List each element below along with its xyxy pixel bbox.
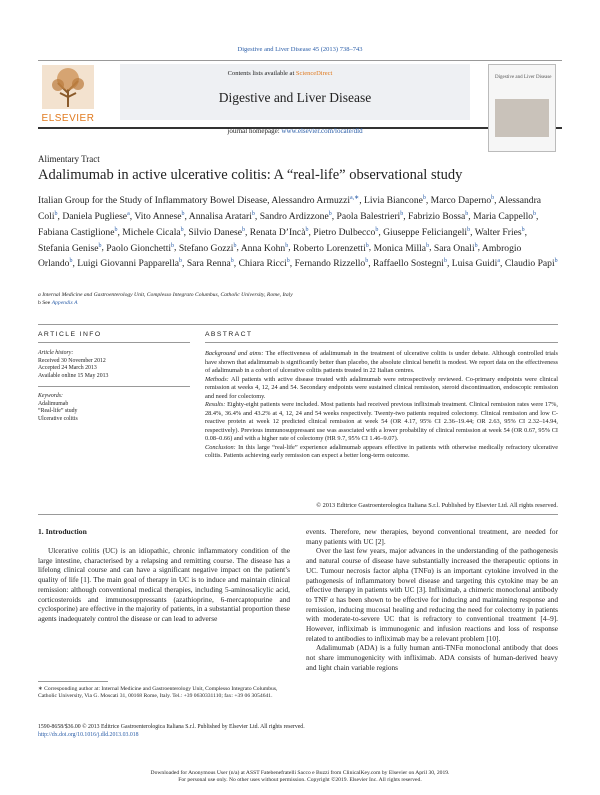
- author-name: Marco Daperno: [430, 195, 492, 207]
- divider: [38, 386, 190, 387]
- section-label: Alimentary Tract: [38, 154, 100, 164]
- cover-title: Digestive and Liver Disease: [495, 75, 552, 80]
- author: [373, 258, 447, 269]
- author-name: Vito Annese: [134, 210, 182, 222]
- left-column: [38, 546, 290, 624]
- intro-paragraph: Ulcerative colitis (UC) is an idiopathic, chronic inflammatory condition of the large intestine, characterised by a relapsing and remitting course. The disease has a lifelong clinical course and can have a significant negative impact on the patient’s quality of life [1]. The main goal of therapy in UC is to induce and maintain clinical remission: although conventional medical therapies, including 5-aminosalicylic acid, corticosteroids and immunosuppressants (azathioprine, 6-mercaptopurine and cyclosporine) are effective in the majority of patients, in a substantial proportion these agents inadequately control the disease or can lead to adverse: [38, 546, 290, 623]
- author: [189, 211, 255, 222]
- author-affiliation-mark[interactable]: b: [241, 226, 245, 233]
- author: [241, 243, 289, 254]
- results-label: Results:: [205, 401, 226, 408]
- author-name: Renata D’Incà: [249, 226, 306, 238]
- affiliation-b: [38, 299, 558, 307]
- author: [38, 227, 117, 238]
- author-name: Luisa Guidi: [451, 258, 498, 270]
- author-name: Luigi Giovanni Papparella: [77, 258, 180, 270]
- author-affiliation-mark[interactable]: a: [127, 210, 130, 217]
- keywords: [38, 393, 78, 423]
- author-name: Walter Fries: [474, 226, 522, 238]
- homepage-label: journal homepage:: [227, 127, 280, 135]
- author-name: Silvio Danese: [188, 226, 242, 238]
- accepted-date: Accepted 24 March 2013: [38, 365, 97, 371]
- contents-prefix: Contents lists available at: [227, 70, 295, 77]
- article-info-heading: ARTICLE INFO: [38, 331, 102, 338]
- background-text: The effectiveness of adalimumab in the treatment of ulcerative colitis is under debate. Although controlled trials have shown that adalimumab is significantly better than placebo, the absolute clinical benefit is modest. We report data on the effectiveness of adalimumab in a cohort of ulcerative colitis patients treated in 22 Italian centres.: [205, 350, 558, 374]
- history-label: Article history:: [38, 350, 74, 356]
- author: [505, 258, 558, 269]
- conclusion-text: In this large “real-life” experience adalimumab appears effective in patients with otherwise medically refractory ulcerative colitis. Patients achieving early remission can expect a better long-term outcome.: [205, 443, 558, 459]
- author: [38, 195, 359, 206]
- author: [295, 258, 369, 269]
- author-name: Fabrizio Bossa: [408, 210, 466, 222]
- abstract-copyright: © 2013 Editrice Gastroenterologica Italiana S.r.l. Published by Elsevier Ltd. All rights reserved.: [316, 502, 558, 509]
- section-heading-introduction: 1. Introduction: [38, 527, 87, 536]
- author-affiliation-mark[interactable]: b: [179, 258, 183, 265]
- author-affiliation-mark[interactable]: b: [171, 242, 175, 249]
- author-name: Sara Renna: [186, 258, 231, 270]
- author-affiliation-mark[interactable]: b: [474, 242, 478, 249]
- author-affiliation-mark[interactable]: b: [443, 258, 447, 265]
- elsevier-wordmark: ELSEVIER: [41, 113, 95, 124]
- author: [187, 258, 234, 269]
- download-line: Downloaded for Anonymous User (n/a) at ASST Fatebenefratelli Sacco e Buzzi from ClinicalKey.com by Elsevier on April 30, 2019.: [150, 770, 450, 776]
- author: [473, 211, 536, 222]
- author-affiliation-mark[interactable]: b: [375, 226, 379, 233]
- author: [313, 227, 378, 238]
- download-notice: [0, 770, 600, 784]
- author-name: Stefania Genise: [38, 242, 99, 254]
- right-column: [306, 527, 558, 673]
- abstract-body: [205, 350, 558, 461]
- keyword: Ulcerative colitis: [38, 415, 78, 422]
- author: [431, 195, 494, 206]
- author: [452, 258, 500, 269]
- author: [62, 211, 129, 222]
- author-name: Giuseppe Feliciangeli: [383, 226, 468, 238]
- affiliation-a: a Internal Medicine and Gastroenterology Unit, Complesso Integrato Columbus, Catholic University, Rome, Italy: [38, 292, 293, 298]
- author-affiliation-mark[interactable]: b: [305, 226, 309, 233]
- author-name: Alessandra Coli: [38, 195, 542, 222]
- author-affiliation-mark[interactable]: b: [426, 242, 430, 249]
- author-name: Michele Cicala: [122, 226, 181, 238]
- author: [383, 227, 470, 238]
- author-affiliation-mark[interactable]: b: [521, 226, 525, 233]
- author-affiliation-mark[interactable]: a,∗: [350, 195, 360, 201]
- author-name: Paolo Gionchetti: [106, 242, 172, 254]
- author-name: Raffaello Sostegni: [373, 258, 444, 270]
- author-list: Italian Group for the Study of Inflammatory Bowel Disease, Alessandro Armuzzi$^{a,∗}$, Livia Biancone$^b$, Marco Daperno$^b$, Alessandra Coli$^b$, Daniela Pugliese$^a$, Vito Annese$^b$, Annalisa Aratari$^b$, Sandro Ardizzone$^b$, Paola Balestrieri$^b$, Fabrizio Bossa$^b$, Maria Cappello$^b$, Fabiana Castiglione$^b$, Michele Cicala$^b$, Silvio Danese$^b$, Renata D’Incà$^b$, Pietro Dulbecco$^b$, Giuseppe Feliciangeli$^b$, Walter Fries$^b$, Stefania Genise$^b$, Paolo Gionchetti$^b$, Stefano Gozzi$^b$, Anna Kohn$^b$, Roberto Lorenzetti$^b$, Monica Milla$^b$, Sara Onali$^b$, Ambrogio Orlando$^b$, Luigi Giovanni Papparella$^b$, Sara Renna$^b$, Chiara Ricci$^b$, Fernando Rizzello$^b$, Raffaello Sostegni$^b$, Luisa Guidi$^a$, Claudio Papi$^b$: [38, 195, 558, 270]
- author-affiliation-mark[interactable]: b: [230, 258, 234, 265]
- front-matter: [38, 724, 305, 740]
- author-affiliation-mark[interactable]: b: [328, 210, 332, 217]
- journal-title: Digestive and Liver Disease: [218, 90, 372, 105]
- online-date: Available online 15 May 2013: [38, 372, 109, 379]
- journal-cover: [488, 64, 556, 152]
- abstract-heading: ABSTRACT: [205, 331, 253, 338]
- author-name: Monica Milla: [373, 242, 427, 254]
- sciencedirect-link[interactable]: ScienceDirect: [295, 70, 333, 77]
- author: [337, 211, 404, 222]
- author-affiliation-mark[interactable]: b: [491, 195, 495, 201]
- author-name: Maria Cappello: [473, 210, 534, 222]
- author-name: Fabiana Castiglione: [38, 226, 115, 238]
- divider: [38, 514, 558, 515]
- appendix-link[interactable]: Appendix A: [51, 300, 78, 306]
- keyword: Adalimumab: [38, 400, 69, 407]
- author-name: Claudio Papi: [504, 258, 555, 270]
- background-label: Background and aims:: [205, 350, 264, 357]
- article-history: [38, 350, 108, 380]
- article-title: Adalimumab in active ulcerative colitis: A “real-life” observational study: [38, 167, 463, 183]
- corresponding-author-footnote: ∗ Corresponding author at: Internal Medicine and Gastroenterology Unit, Complesso Integrato Columbus, Catholic University, Via G. Moscati 31, 00168 Rome, Italy. Tel.: +39 0630331110; fax: +39 06 3054641.: [38, 686, 278, 700]
- issn-line: 1590-8658/$36.00 © 2013 Editrice Gastroenterologica Italiana S.r.l. Published by Elsevier Ltd. All rights reserved.: [38, 724, 305, 730]
- author: [293, 243, 369, 254]
- author-name: Fernando Rizzello: [294, 258, 366, 270]
- author-name: Sandro Ardizzone: [259, 210, 329, 222]
- doi-link[interactable]: http://dx.doi.org/10.1016/j.dld.2013.03.018: [38, 731, 139, 738]
- conclusion-label: Conclusion:: [205, 443, 236, 451]
- author-affiliation-mark[interactable]: b: [180, 226, 184, 233]
- intro-paragraph: events. Therefore, new therapies, beyond conventional treatment, are needed for many patients with UC [2].: [306, 527, 558, 546]
- author-affiliation-mark[interactable]: b: [554, 258, 558, 265]
- download-line: For personal use only. No other uses without permission. Copyright ©2019. Elsevier Inc. All rights reserved.: [178, 777, 422, 783]
- author: [38, 243, 101, 254]
- author-name: Anna Kohn: [240, 242, 286, 254]
- footnote-rule: [38, 681, 108, 682]
- author-name: Stefano Gozzi: [178, 242, 234, 254]
- results-text: Eighty-eight patients were included. Most patients had received previous infliximab treatment. Clinical remission rates were 17%, 28.4%, 36.4% and 43.2% at 4, 12, 24 and 54 weeks respectively. Twenty-two patients required colectomy. Clinical remission and low C-reactive protein at week 12 predicted clinical remission at week 54 (OR 4.17, 95% CI 2.36–19.44; OR 2.63, 95% CI 2.32–14.94, respectively). Previous immunosuppressant use was associated with a lower probability of clinical remission at week 54 (OR 0.67, 95% CI 0.08–0.66) and with a higher rate of colectomy (HR 9.7, 95% CI 1.46–9.07).: [205, 401, 558, 442]
- author: [260, 211, 332, 222]
- author: [475, 227, 525, 238]
- divider: [205, 342, 558, 343]
- author-affiliation-mark[interactable]: a: [497, 258, 501, 265]
- author-name: Daniela Pugliese: [62, 210, 128, 222]
- author: [122, 227, 183, 238]
- author-affiliation-mark[interactable]: b: [54, 210, 58, 217]
- affiliations: [38, 291, 558, 307]
- author-name: Chiara Ricci: [238, 258, 287, 270]
- elsevier-logo: [38, 63, 98, 125]
- author: [364, 195, 426, 206]
- author-affiliation-mark[interactable]: b: [422, 195, 426, 201]
- author: [250, 227, 309, 238]
- author-affiliation-mark[interactable]: b: [365, 258, 369, 265]
- keyword: “Real-life” study: [38, 408, 78, 414]
- author-affiliation-mark[interactable]: b: [181, 210, 185, 217]
- author-affiliation-mark[interactable]: b: [251, 210, 255, 217]
- keywords-label: Keywords:: [38, 393, 63, 399]
- author: [179, 243, 237, 254]
- author-affiliation-mark[interactable]: b: [465, 210, 469, 217]
- author-affiliation-mark[interactable]: b: [285, 242, 289, 249]
- intro-paragraph: Over the last few years, major advances in the understanding of the pathogenesis and natural course of disease have substantially increased the therapeutic options in UC. Tumour necrosis factor alpha (TNFα) is an important cytokine involved in the pathogenesis of inflammatory bowel disease and targeting this cytokine may be an effective therapy in patients with UC [3]. Infliximab, a chimeric monoclonal antibody to TNF α has been shown to be effective for inducing and maintaining response and remission, inducing mucosal healing and reducing the need for colectomy in patients with moderate-to-severe UC that is refractory to conventional treatment [4–9]. However, infliximab is immunogenic and infusion reactions and loss of response related to antibodies to infliximab may be a relevant problem [10].: [306, 546, 558, 643]
- author-affiliation-mark[interactable]: b: [98, 242, 102, 249]
- author-affiliation-mark[interactable]: b: [286, 258, 290, 265]
- author: [408, 211, 468, 222]
- author: [134, 211, 184, 222]
- divider: [38, 324, 558, 325]
- intro-paragraph: Adalimumab (ADA) is a fully human anti-TNFα monoclonal antibody that does not share immunogenicity with infliximab. ADA consists of human-derived heavy and light chain variable regions: [306, 643, 558, 672]
- cover-image: [495, 99, 549, 137]
- journal-homepage: [120, 127, 470, 135]
- received-date: Received 30 November 2012: [38, 357, 106, 364]
- author-name: Paola Balestrieri: [336, 210, 401, 222]
- author: [374, 243, 430, 254]
- author-affiliation-mark[interactable]: b: [69, 258, 73, 265]
- author: [77, 258, 182, 269]
- author-affiliation-mark[interactable]: b: [533, 210, 537, 217]
- divider: [38, 342, 190, 343]
- author-name: Annalisa Aratari: [188, 210, 252, 222]
- author-affiliation-mark[interactable]: b: [233, 242, 237, 249]
- contents-line: [120, 70, 440, 77]
- methods-label: Methods:: [205, 375, 229, 383]
- methods-text: All patients with active disease treated with adalimumab were retrospectively reviewed. Co-primary endpoints were clinical remission at weeks 4, 12, 24 and 54. Secondary endpoints were sustained clinical remission, steroid discontinuation, endoscopic remission and need for colectomy.: [205, 375, 558, 400]
- author-name: Ambrogio Orlando: [38, 242, 522, 270]
- author-affiliation-mark[interactable]: b: [400, 210, 404, 217]
- author-name: Roberto Lorenzetti: [293, 242, 366, 254]
- author: [434, 243, 478, 254]
- author: [106, 243, 174, 254]
- author: [188, 227, 245, 238]
- author-name: Livia Biancone: [364, 195, 423, 207]
- affiliation-b-prefix: b See: [38, 300, 51, 306]
- author: [239, 258, 290, 269]
- author-affiliation-mark[interactable]: b: [467, 226, 471, 233]
- author-name: Italian Group for the Study of Inflammatory Bowel Disease, Alessandro Armuzzi: [38, 195, 350, 207]
- homepage-link[interactable]: www.elsevier.com/locate/dld: [281, 127, 363, 135]
- author-affiliation-mark[interactable]: b: [114, 226, 118, 233]
- journal-citation: Digestive and Liver Disease 45 (2013) 738–743: [237, 46, 363, 53]
- author-name: Pietro Dulbecco: [313, 226, 376, 238]
- author-affiliation-mark[interactable]: b: [365, 242, 369, 249]
- author-name: Sara Onali: [433, 242, 475, 254]
